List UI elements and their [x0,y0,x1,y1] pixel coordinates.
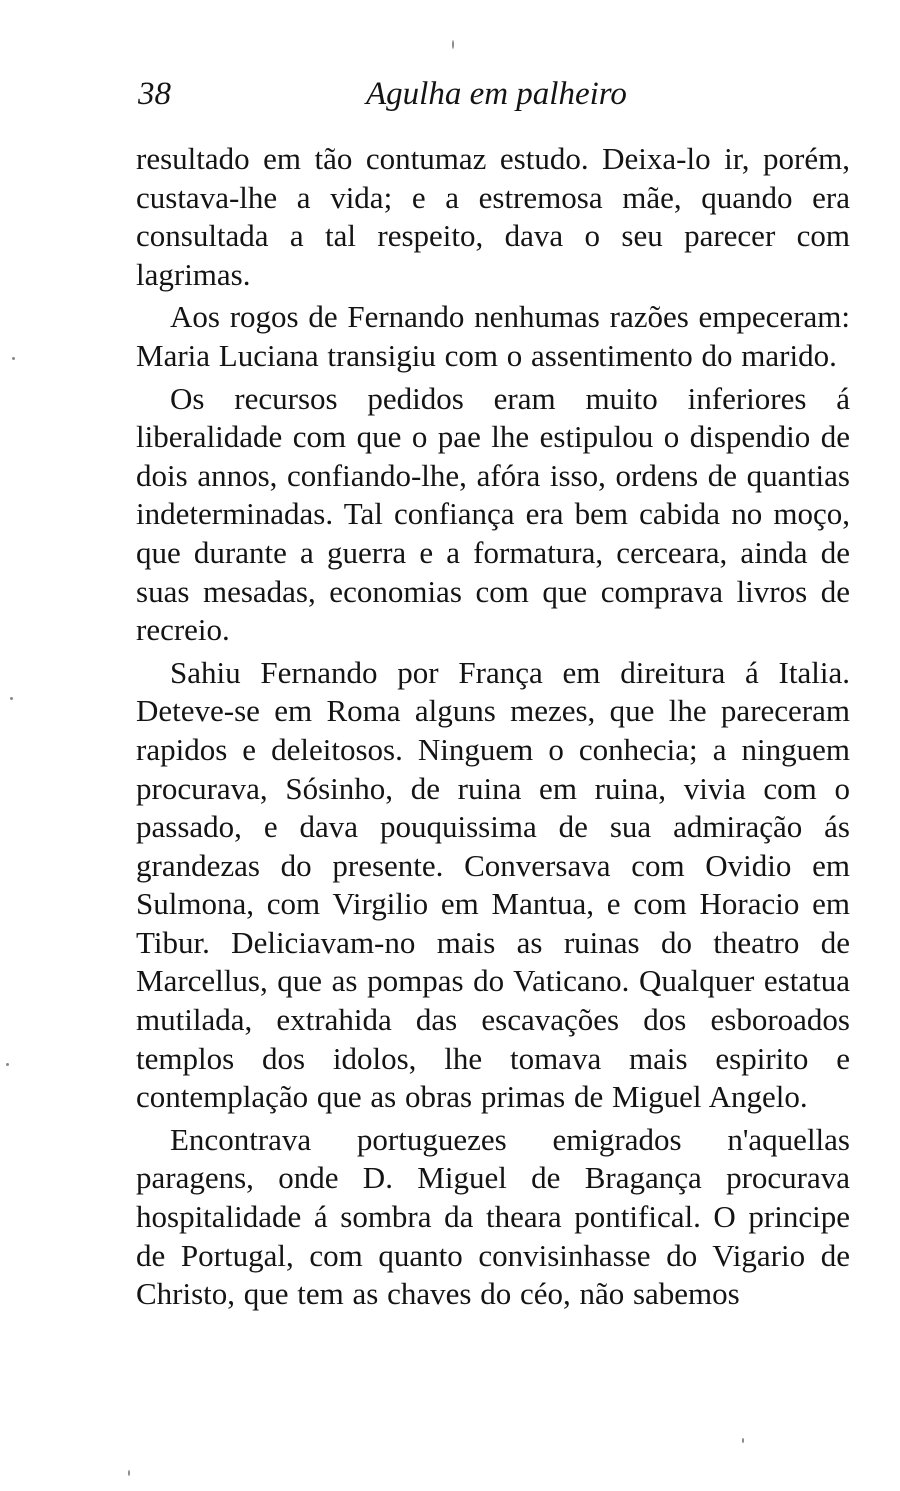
scan-speck [452,40,454,49]
scan-speck [742,1438,744,1443]
scan-speck [128,1470,130,1476]
paragraph-4: Sahiu Fernando por França em direitura á Italia. Deteve-se em Roma alguns mezes, que lhe pareceram rapidos e deleitosos. Ninguem o conhecia; a ninguem procurava, Sósinho, de ruina em ruina, vivia com o passado, e dava pouquissima de sua admiração ás grandezas do presente. Conversava com Ovidio em Sulmona, com Virgilio em Mantua, e com Horacio em Tibur. Deliciavam-no mais as ruinas do theatro de Marcellus, que as pompas do Vaticano. Qualquer estatua mutilada, extrahida das escavações dos esboroados templos dos idolos, lhe tomava mais espirito e contemplação que as obras primas de Miguel Angelo. [136,654,850,1115]
page-number: 38 [138,76,171,112]
running-title: Agulha em palheiro [366,76,627,112]
paragraph-1: resultado em tão contumaz estudo. Deixa-lo ir, porém, custava-lhe a vida; e a estremosa mãe, quando era consultada a tal respeito, dava o seu parecer com lagrimas. [136,141,850,292]
paragraph-3: Os recursos pedidos eram muito inferiores á liberalidade com que o pae lhe estipulou o dispendio de dois annos, confiando-lhe, afóra isso, ordens de quantias indeterminadas. Tal confiança era bem cabida no moço, que durante a guerra e a formatura, cerceara, ainda de suas mesadas, economias com que comprava livros de recreio. [136,380,850,648]
body-text [136,140,850,1314]
scan-speck [10,697,13,700]
page-header [136,68,854,120]
paragraph-5: Encontrava portuguezes emigrados n'aquellas paragens, onde D. Miguel de Bragança procurava hospitalidade á sombra da theara pontifical. O principe de Portugal, com quanto convisinhasse do Vigario de Christo, que tem as chaves do céo, não sabemos [136,1121,850,1312]
paragraph-2: Aos rogos de Fernando nenhumas razões empeceram: Maria Luciana transigiu com o assentimento do marido. [136,299,850,373]
scan-speck [6,1063,9,1066]
scan-speck [12,357,15,360]
